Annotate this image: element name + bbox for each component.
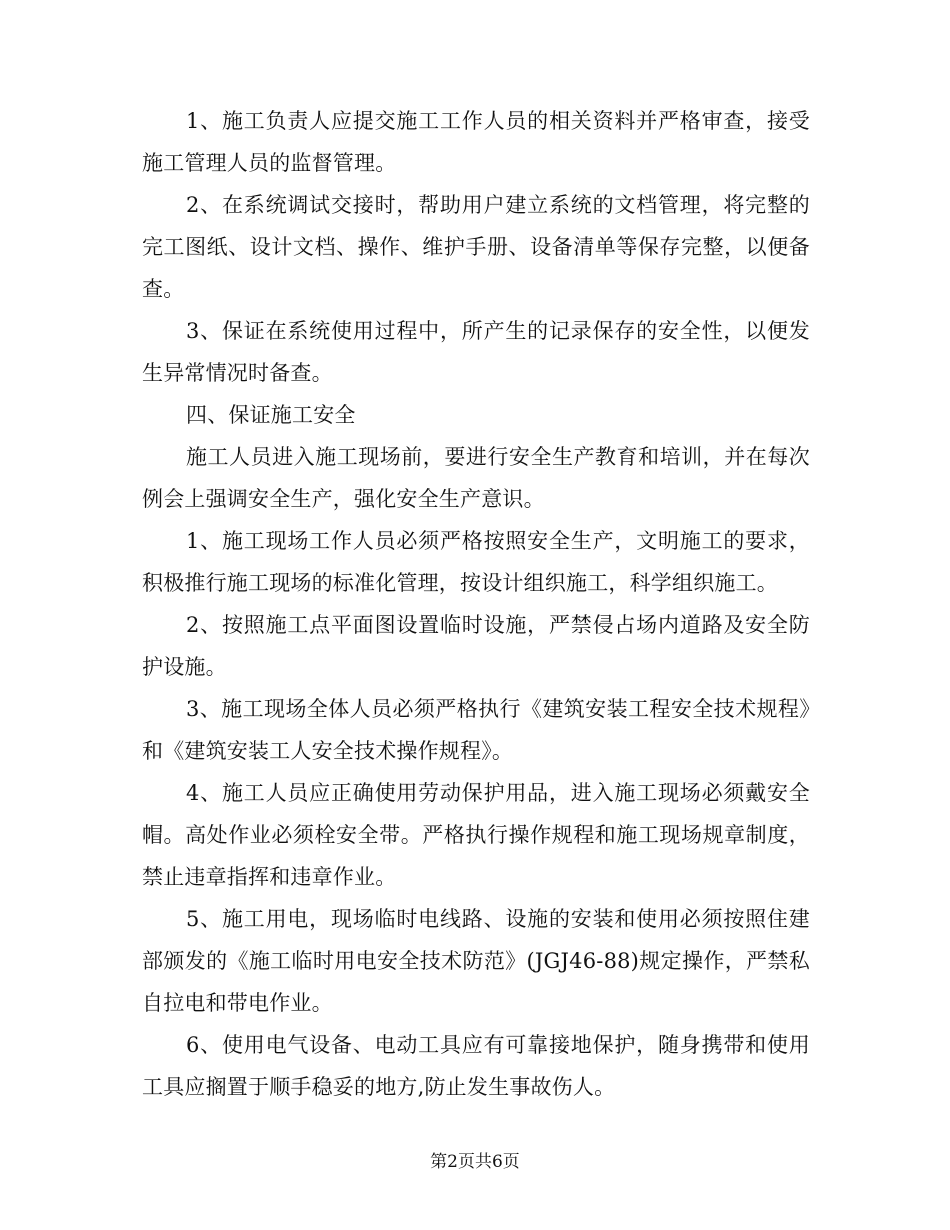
paragraph-3: 3、保证在系统使用过程中，所产生的记录保存的安全性，以便发生异常情况时备查。	[142, 319, 810, 385]
paragraph-safety-3: 3、施工现场全体人员必须严格执行《建筑安装工程安全技术规程》和《建筑安装工人安全技术操作规程》。	[142, 697, 810, 763]
paragraph-safety-2: 2、按照施工点平面图设置临时设施，严禁侵占场内道路及安全防护设施。	[142, 613, 810, 679]
section-heading: 四、保证施工安全	[186, 403, 356, 427]
paragraph-1: 1、施工负责人应提交施工工作人员的相关资料并严格审查，接受施工管理人员的监督管理。	[142, 109, 810, 175]
document-body	[142, 100, 810, 1108]
paragraph-intro: 施工人员进入施工现场前，要进行安全生产教育和培训，并在每次例会上强调安全生产，强化安全生产意识。	[142, 445, 810, 511]
paragraph-2: 2、在系统调试交接时，帮助用户建立系统的文档管理，将完整的完工图纸、设计文档、操作、维护手册、设备清单等保存完整，以便备查。	[142, 193, 810, 301]
paragraph-safety-6: 6、使用电气设备、电动工具应有可靠接地保护，随身携带和使用工具应搁置于顺手稳妥的地方,防止发生事故伤人。	[142, 1033, 810, 1099]
page-number: 第2页共6页	[430, 1152, 520, 1172]
paragraph-safety-5: 5、施工用电，现场临时电线路、设施的安装和使用必须按照住建部颁发的《施工临时用电安全技术防范》(JGJ46-88)规定操作，严禁私自拉电和带电作业。	[142, 907, 810, 1015]
paragraph-safety-4: 4、施工人员应正确使用劳动保护用品，进入施工现场必须戴安全帽。高处作业必须栓安全带。严格执行操作规程和施工现场规章制度，禁止违章指挥和违章作业。	[142, 781, 810, 889]
paragraph-safety-1: 1、施工现场工作人员必须严格按照安全生产，文明施工的要求，积极推行施工现场的标准化管理，按设计组织施工，科学组织施工。	[142, 529, 810, 595]
